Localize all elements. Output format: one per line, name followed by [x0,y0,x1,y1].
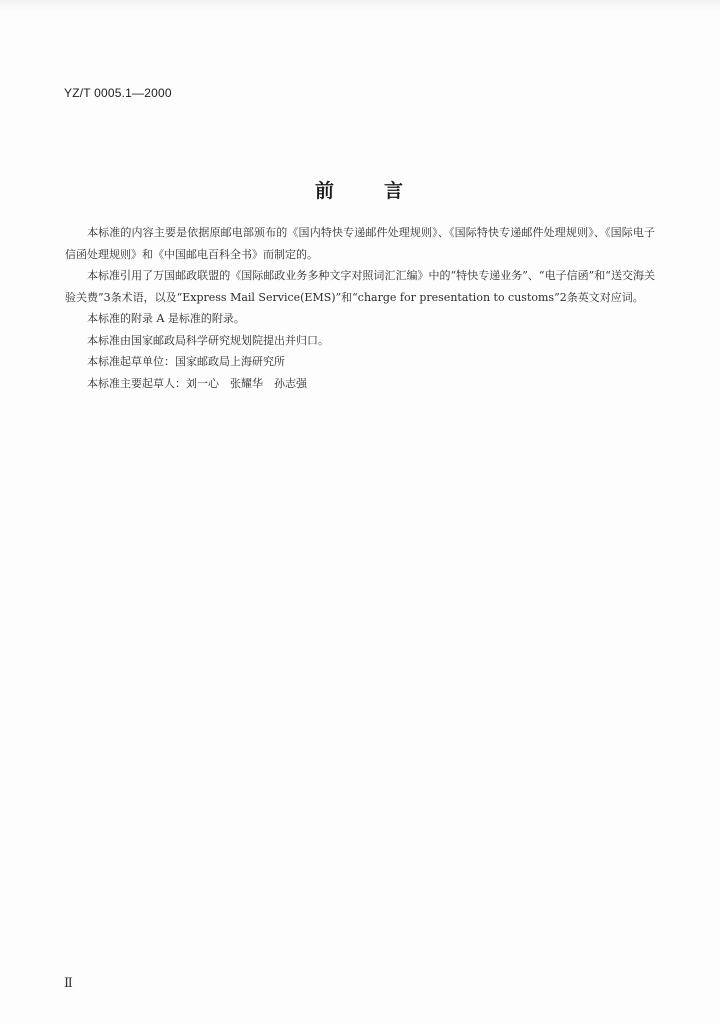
paragraph-drafters: 本标准主要起草人：刘一心 张耀华 孙志强 [87,376,307,390]
foreword-body [65,222,655,394]
page-number: Ⅱ [64,976,73,991]
paragraph-drafting-unit: 本标准起草单位：国家邮政局上海研究所 [87,355,285,368]
paragraph-appendix: 本标准的附录 A 是标准的附录。 [87,312,245,325]
paragraph-basis: 本标准的内容主要是依据原邮电部颁布的《国内特快专递邮件处理规则》、《国际特快专递邮件处理规则》、《国际电子信函处理规则》和《中国邮电百科全书》而制定的。 [65,226,655,261]
standard-code: YZ/T 0005.1—2000 [64,86,172,100]
paragraph-proposer: 本标准由国家邮政局科学研究规划院提出并归口。 [87,333,329,347]
section-title: 前言 [314,180,453,202]
paragraph-references: 本标准引用了万国邮政联盟的《国际邮政业务多种文字对照词汇汇编》中的“特快专递业务”、“电子信函”和“送交海关验关费”3条术语，以及“Express Mail Service(EMS)”和“charge for presentation to customs”2条英文对应词。 [65,269,655,304]
scan-edge [0,0,720,12]
